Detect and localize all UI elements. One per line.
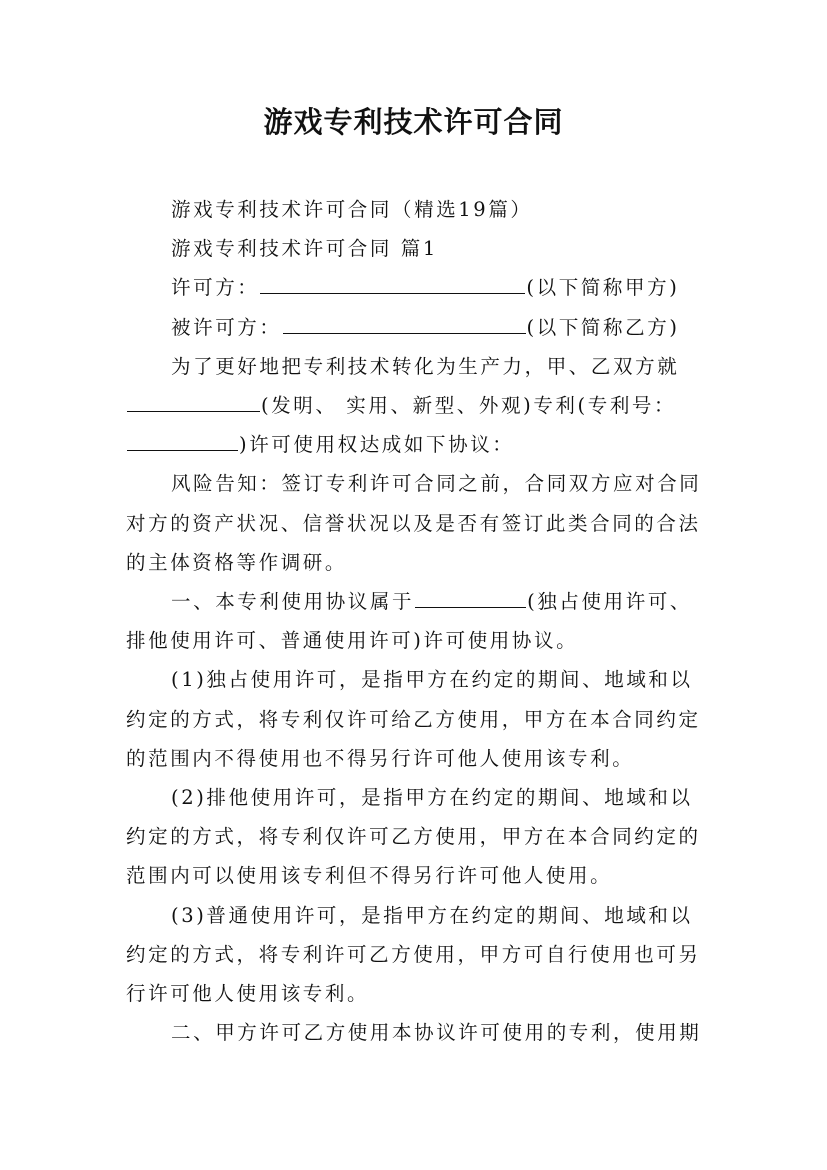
paragraph-line: [126, 425, 706, 464]
fill-in-blank[interactable]: [260, 269, 525, 294]
paragraph-line: 约定的方式，将专利许可乙方使用，甲方可自行使用也可另: [126, 942, 701, 966]
paragraph-line: 为了更好地把专利技术转化为生产力，甲、乙双方就: [171, 354, 680, 378]
paragraph-line: (1)独占使用许可，是指甲方在约定的期间、地域和以: [171, 668, 693, 692]
document-body: [126, 190, 706, 1052]
paragraph-line: 约定的方式，将专利仅许可乙方使用，甲方在本合同约定的: [126, 825, 701, 849]
paragraph-line: 约定的方式，将专利仅许可给乙方使用，甲方在本合同约定: [126, 707, 701, 731]
paragraph-line: 的范围内不得使用也不得另行许可他人使用该专利。: [126, 746, 635, 770]
fill-in-blank[interactable]: [415, 583, 526, 608]
paragraph-line: [126, 268, 706, 307]
paragraph-line: 排他使用许可、普通使用许可)许可使用协议。: [126, 629, 579, 653]
line-prefix-text: 被许可方：: [171, 315, 282, 339]
line-suffix-text: (发明、 实用、新型、外观)专利(专利号：: [261, 394, 677, 418]
line-prefix-text: 一、本专利使用协议属于: [171, 590, 415, 614]
paragraph-line: (3)普通使用许可，是指甲方在约定的期间、地域和以: [171, 903, 693, 927]
document-title: 游戏专利技术许可合同: [263, 105, 564, 139]
line-suffix-text: (以下简称甲方): [526, 276, 680, 300]
fill-in-blank[interactable]: [283, 309, 526, 334]
paragraph-line: (2)排他使用许可，是指甲方在约定的期间、地域和以: [171, 786, 693, 810]
line-suffix-text: )许可使用权达成如下协议：: [239, 433, 515, 457]
paragraph-line: 二、甲方许可乙方使用本协议许可使用的专利，使用期: [171, 1021, 702, 1045]
fill-in-blank[interactable]: [127, 426, 238, 451]
line-suffix-text: (独占使用许可、: [527, 590, 693, 614]
paragraph-line: 游戏专利技术许可合同（精选19篇）: [171, 198, 533, 221]
paragraph-line: 的主体资格等作调研。: [126, 550, 348, 574]
paragraph-line: 游戏专利技术许可合同 篇1: [171, 237, 438, 261]
paragraph-line: [126, 386, 706, 425]
paragraph-line: 行许可他人使用该专利。: [126, 982, 370, 1006]
fill-in-blank[interactable]: [127, 387, 260, 412]
line-suffix-text: (以下简称乙方): [526, 315, 680, 339]
line-prefix-text: 许可方：: [171, 276, 260, 300]
paragraph-line: [126, 582, 706, 621]
paragraph-line: 风险告知：签订专利许可合同之前，合同双方应对合同: [171, 472, 702, 496]
paragraph-line: 对方的资产状况、信誉状况以及是否有签订此类合同的合法: [126, 511, 701, 535]
paragraph-line: 范围内可以使用该专利但不得另行许可他人使用。: [126, 864, 613, 888]
paragraph-line: [126, 308, 706, 347]
